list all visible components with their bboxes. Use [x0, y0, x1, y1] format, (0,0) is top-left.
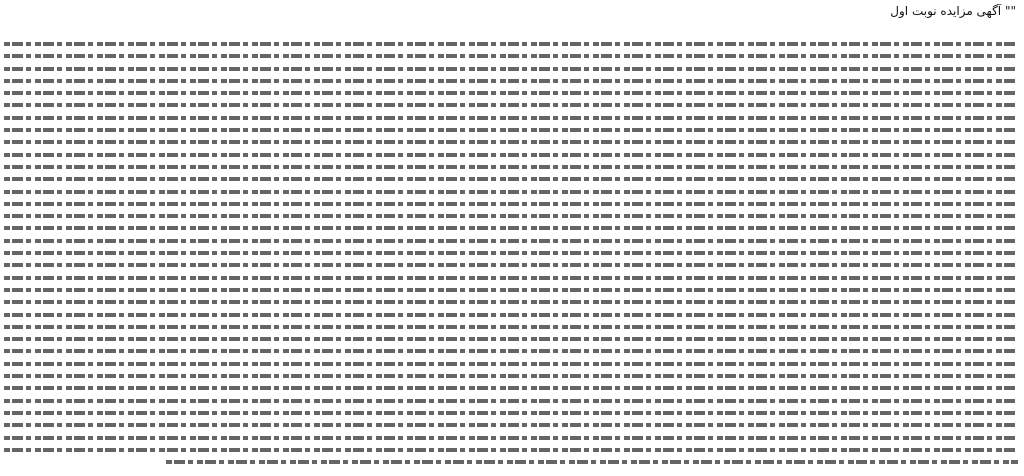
notice-text-line — [4, 99, 1018, 111]
notice-text-line — [4, 38, 1018, 50]
notice-text-line — [4, 198, 1018, 210]
text-line-ink — [4, 153, 1018, 157]
text-line-ink — [4, 300, 1018, 304]
notice-text-line — [4, 87, 1018, 99]
text-line-ink — [4, 349, 1018, 353]
text-line-ink — [4, 103, 1018, 107]
notice-text-line — [4, 296, 1018, 308]
notice-text-line — [4, 63, 1018, 75]
notice-body-text — [4, 38, 1018, 468]
text-line-ink — [166, 460, 1018, 464]
notice-text-line — [4, 419, 1018, 431]
text-line-ink — [4, 362, 1018, 366]
notice-text-line — [4, 50, 1018, 62]
text-line-ink — [4, 165, 1018, 169]
text-line-ink — [4, 399, 1018, 403]
notice-text-line — [4, 222, 1018, 234]
text-line-ink — [4, 79, 1018, 83]
text-line-ink — [4, 436, 1018, 440]
notice-text-line — [4, 321, 1018, 333]
notice-text-line — [4, 149, 1018, 161]
text-line-ink — [4, 116, 1018, 120]
notice-text-line — [4, 395, 1018, 407]
text-line-ink — [4, 288, 1018, 292]
text-line-ink — [4, 177, 1018, 181]
notice-text-line — [4, 112, 1018, 124]
text-line-ink — [4, 226, 1018, 230]
text-line-ink — [4, 67, 1018, 71]
notice-text-line — [4, 432, 1018, 444]
text-line-ink — [4, 423, 1018, 427]
text-line-ink — [4, 91, 1018, 95]
notice-text-line — [4, 259, 1018, 271]
text-line-ink — [4, 42, 1018, 46]
notice-text-line — [4, 75, 1018, 87]
notice-text-line — [4, 272, 1018, 284]
text-line-ink — [4, 325, 1018, 329]
notice-text-line — [4, 186, 1018, 198]
notice-text-line — [4, 235, 1018, 247]
notice-text-line — [4, 382, 1018, 394]
text-line-ink — [4, 128, 1018, 132]
text-line-ink — [4, 263, 1018, 267]
text-line-ink — [4, 337, 1018, 341]
text-line-ink — [4, 190, 1018, 194]
text-line-ink — [4, 276, 1018, 280]
text-line-ink — [4, 374, 1018, 378]
text-line-ink — [4, 202, 1018, 206]
text-line-ink — [4, 214, 1018, 218]
notice-text-line — [4, 407, 1018, 419]
notice-title: "" آگهی مزایده نوبت اول — [890, 4, 1016, 18]
notice-text-line — [4, 210, 1018, 222]
notice-text-line — [4, 284, 1018, 296]
notice-text-line — [4, 173, 1018, 185]
notice-text-line — [4, 370, 1018, 382]
notice-text-line — [4, 444, 1018, 456]
notice-text-line — [4, 333, 1018, 345]
text-line-ink — [4, 386, 1018, 390]
notice-text-line — [4, 456, 1018, 468]
text-line-ink — [4, 251, 1018, 255]
notice-text-line — [4, 136, 1018, 148]
notice-text-line — [4, 247, 1018, 259]
text-line-ink — [4, 313, 1018, 317]
notice-text-line — [4, 124, 1018, 136]
text-line-ink — [4, 448, 1018, 452]
text-line-ink — [4, 140, 1018, 144]
notice-text-line — [4, 309, 1018, 321]
text-line-ink — [4, 54, 1018, 58]
text-line-ink — [4, 411, 1018, 415]
notice-text-line — [4, 345, 1018, 357]
notice-text-line — [4, 161, 1018, 173]
notice-text-line — [4, 358, 1018, 370]
text-line-ink — [4, 239, 1018, 243]
